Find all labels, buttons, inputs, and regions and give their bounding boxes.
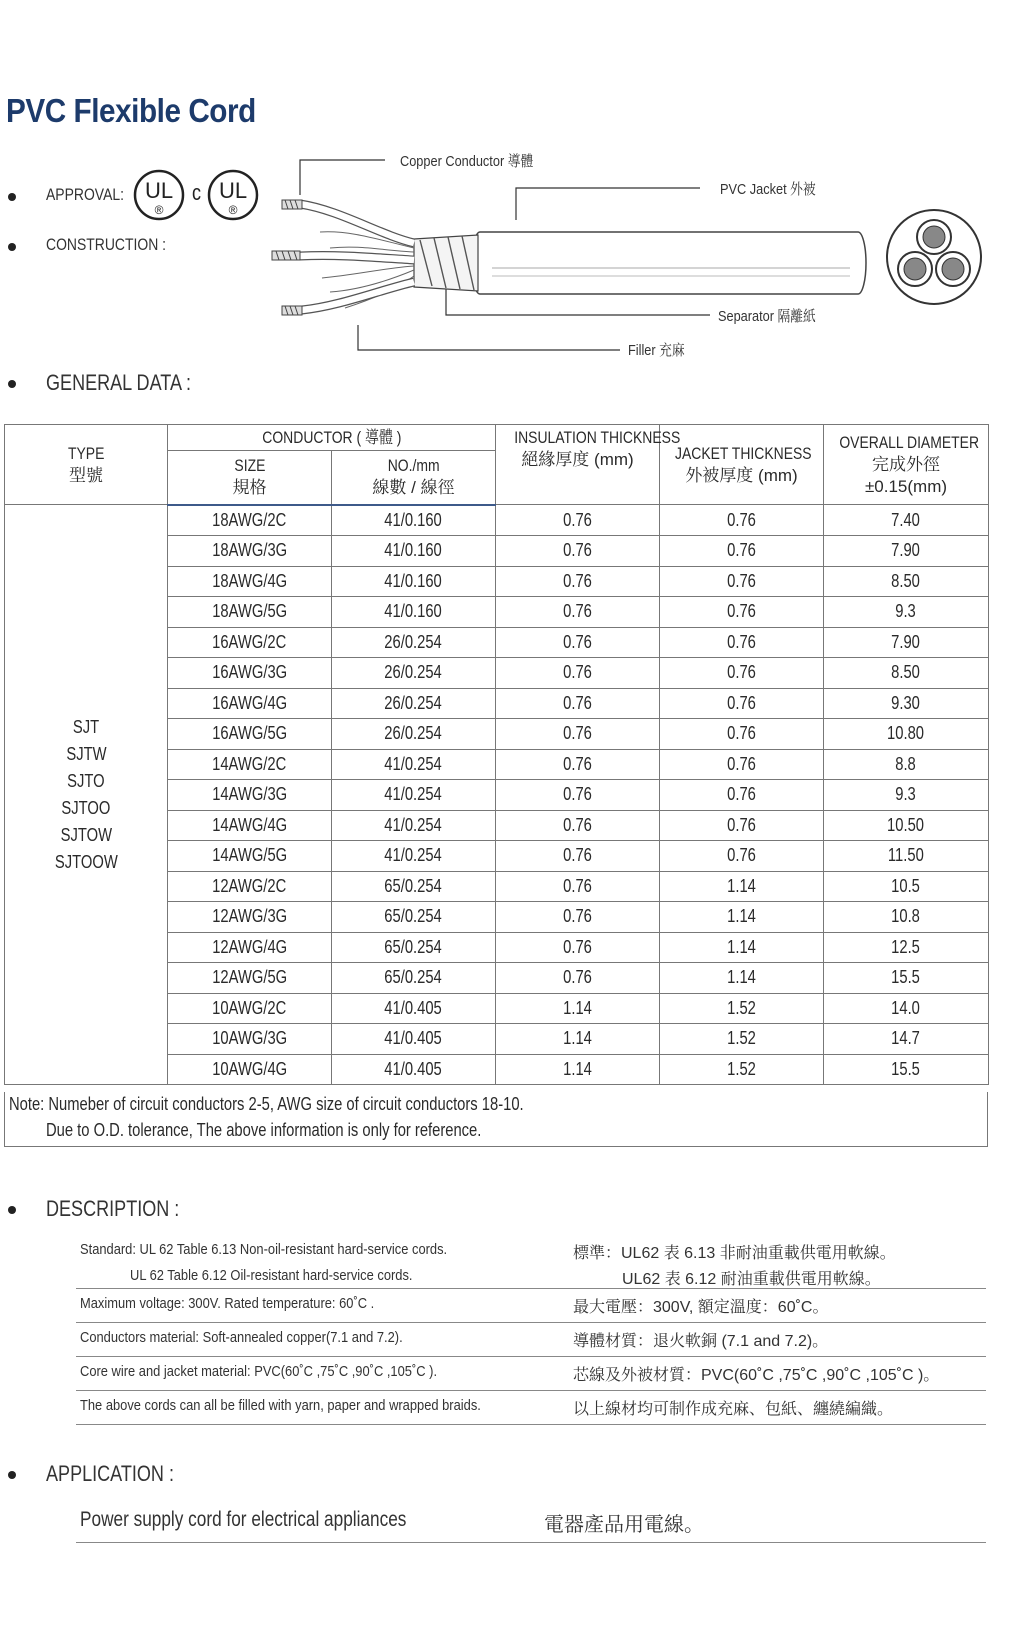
cell-no-mm-value: 41/0.160 bbox=[384, 570, 443, 591]
cell-no-mm bbox=[332, 627, 496, 658]
cell-insulation bbox=[496, 1054, 660, 1085]
cell-jacket bbox=[660, 993, 824, 1024]
cell-size-value: 16AWG/2C bbox=[212, 631, 287, 652]
cell-insulation-value: 1.14 bbox=[563, 1058, 592, 1079]
cell-no-mm-value: 41/0.160 bbox=[384, 509, 443, 530]
header-conductor bbox=[168, 425, 496, 451]
cell-overall bbox=[824, 505, 989, 536]
cell-no-mm-value: 65/0.254 bbox=[384, 967, 443, 988]
cell-no-mm-value: 41/0.405 bbox=[384, 1028, 443, 1049]
cell-insulation bbox=[496, 780, 660, 811]
cell-jacket bbox=[660, 841, 824, 872]
cell-no-mm-value: 41/0.160 bbox=[384, 540, 443, 561]
cell-size-value: 14AWG/2C bbox=[212, 753, 287, 774]
cell-insulation-value: 0.76 bbox=[563, 692, 592, 713]
cell-overall bbox=[824, 719, 989, 750]
cell-jacket bbox=[660, 871, 824, 902]
callout-copper-conductor: Copper Conductor 導體 bbox=[400, 153, 534, 170]
cell-insulation bbox=[496, 1024, 660, 1055]
cell-size-value: 10AWG/4G bbox=[212, 1058, 287, 1079]
cell-size bbox=[168, 688, 332, 719]
description-en: Standard: UL 62 Table 6.13 Non-oil-resistant hard-service cords. bbox=[80, 1241, 448, 1258]
cell-jacket-value: 1.52 bbox=[727, 1058, 756, 1079]
cell-insulation bbox=[496, 719, 660, 750]
type-name: SJTOO bbox=[61, 797, 111, 818]
cell-size bbox=[168, 749, 332, 780]
approval-label: APPROVAL: bbox=[46, 185, 125, 204]
note-line-1: Note: Numeber of circuit conductors 2-5, AWG size of circuit conductors 18-10. bbox=[9, 1094, 524, 1114]
cell-size-value: 10AWG/3G bbox=[212, 1028, 287, 1049]
cell-overall-value: 9.3 bbox=[895, 784, 917, 805]
cul-prefix: c bbox=[192, 180, 202, 205]
callout-pvc-jacket: PVC Jacket 外被 bbox=[720, 181, 816, 198]
cell-size-value: 12AWG/3G bbox=[212, 906, 287, 927]
cell-insulation bbox=[496, 810, 660, 841]
cell-overall bbox=[824, 658, 989, 689]
cell-size bbox=[168, 993, 332, 1024]
cell-size bbox=[168, 780, 332, 811]
cell-jacket-value: 1.52 bbox=[727, 1028, 756, 1049]
cell-no-mm bbox=[332, 1024, 496, 1055]
cell-jacket-value: 1.52 bbox=[727, 997, 756, 1018]
header-jacket-en: JACKET THICKNESS bbox=[674, 443, 812, 463]
construction-label: CONSTRUCTION : bbox=[46, 235, 167, 254]
table-row bbox=[5, 505, 989, 536]
cell-insulation-value: 0.76 bbox=[563, 509, 592, 530]
description-row bbox=[76, 1391, 986, 1425]
cell-insulation bbox=[496, 749, 660, 780]
cell-size bbox=[168, 963, 332, 994]
cell-overall bbox=[824, 993, 989, 1024]
cell-overall-value: 8.8 bbox=[895, 753, 917, 774]
cell-insulation bbox=[496, 536, 660, 567]
description-zh-2: UL62 表 6.12 耐油重載供電用軟線。 bbox=[622, 1271, 881, 1288]
cell-insulation-value: 0.76 bbox=[563, 601, 592, 622]
header-overall-en: OVERALL DIAMETER bbox=[839, 432, 980, 452]
cell-overall bbox=[824, 841, 989, 872]
cell-size-value: 12AWG/4G bbox=[212, 936, 287, 957]
description-en: Core wire and jacket material: PVC(60˚C ,75˚C ,90˚C ,105˚C ). bbox=[80, 1363, 438, 1380]
cell-size bbox=[168, 871, 332, 902]
cell-size bbox=[168, 1054, 332, 1085]
cell-overall bbox=[824, 871, 989, 902]
description-zh: 芯線及外被材質：PVC(60˚C ,75˚C ,90˚C ,105˚C )。 bbox=[573, 1367, 940, 1384]
cell-insulation bbox=[496, 597, 660, 628]
cell-overall-value: 11.50 bbox=[888, 845, 924, 866]
cell-overall bbox=[824, 597, 989, 628]
header-insulation-zh: 絕緣厚度 (mm) bbox=[521, 450, 634, 469]
header-insulation-en: INSULATION THICKNESS bbox=[514, 428, 681, 447]
cell-no-mm-value: 41/0.405 bbox=[384, 1058, 443, 1079]
cell-jacket-value: 0.76 bbox=[727, 723, 756, 744]
cell-size bbox=[168, 932, 332, 963]
cell-jacket bbox=[660, 627, 824, 658]
cell-insulation-value: 0.76 bbox=[563, 906, 592, 927]
header-size-zh: 規格 bbox=[232, 478, 267, 498]
header-overall bbox=[824, 425, 989, 505]
cell-no-mm-value: 65/0.254 bbox=[384, 906, 443, 927]
cell-no-mm-value: 41/0.254 bbox=[384, 814, 443, 835]
cell-overall-value: 9.3 bbox=[895, 601, 917, 622]
description-en: Conductors material: Soft-annealed copper(7.1 and 7.2). bbox=[80, 1329, 403, 1346]
cell-insulation bbox=[496, 627, 660, 658]
table-note bbox=[4, 1092, 988, 1147]
cell-jacket-value: 1.14 bbox=[727, 936, 756, 957]
callout-separator: Separator 隔離紙 bbox=[718, 308, 816, 325]
cell-overall bbox=[824, 536, 989, 567]
description-en-2: UL 62 Table 6.12 Oil-resistant hard-service cords. bbox=[130, 1267, 413, 1284]
cell-jacket-value: 0.76 bbox=[727, 570, 756, 591]
cell-jacket-value: 1.14 bbox=[727, 967, 756, 988]
cell-overall-value: 14.7 bbox=[891, 1028, 921, 1049]
cell-insulation-value: 0.76 bbox=[563, 662, 592, 683]
type-name: SJT bbox=[72, 716, 100, 737]
cell-size-value: 14AWG/4G bbox=[212, 814, 287, 835]
cell-overall-value: 10.80 bbox=[887, 723, 925, 744]
cell-overall bbox=[824, 963, 989, 994]
cell-jacket-value: 0.76 bbox=[727, 814, 756, 835]
type-cell bbox=[5, 505, 168, 1085]
cell-insulation bbox=[496, 993, 660, 1024]
cell-size-value: 16AWG/4G bbox=[212, 692, 287, 713]
cell-overall bbox=[824, 780, 989, 811]
header-size-en: SIZE bbox=[233, 456, 265, 476]
cell-overall bbox=[824, 932, 989, 963]
cell-size bbox=[168, 505, 332, 536]
cell-no-mm bbox=[332, 902, 496, 933]
cell-jacket-value: 0.76 bbox=[727, 601, 756, 622]
cell-overall bbox=[824, 1054, 989, 1085]
cell-insulation bbox=[496, 871, 660, 902]
cell-insulation bbox=[496, 963, 660, 994]
cell-jacket bbox=[660, 566, 824, 597]
header-size bbox=[168, 451, 332, 505]
note-line-2: Due to O.D. tolerance, The above information is only for reference. bbox=[46, 1120, 482, 1140]
cell-insulation-value: 0.76 bbox=[563, 753, 592, 774]
ul-mark-registered: ® bbox=[154, 203, 164, 217]
cell-no-mm-value: 41/0.254 bbox=[384, 753, 443, 774]
cell-overall bbox=[824, 810, 989, 841]
cell-no-mm-value: 41/0.254 bbox=[384, 784, 443, 805]
cell-size-value: 18AWG/3G bbox=[212, 540, 287, 561]
general-data-label: GENERAL DATA : bbox=[46, 370, 192, 395]
header-conductor-text: CONDUCTOR ( 導體 ) bbox=[261, 427, 402, 447]
description-zh: 以上線材均可制作成充麻、包紙、纏繞編織。 bbox=[573, 1401, 894, 1418]
header-type-zh: 型號 bbox=[69, 465, 103, 485]
cell-overall-value: 8.50 bbox=[891, 662, 921, 683]
cell-no-mm bbox=[332, 566, 496, 597]
cell-overall-value: 10.8 bbox=[891, 906, 921, 927]
cell-size bbox=[168, 1024, 332, 1055]
cell-overall-value: 15.5 bbox=[891, 1058, 921, 1079]
bullet-general-data bbox=[8, 380, 16, 388]
header-no-mm-en: NO./mm bbox=[387, 456, 440, 476]
cell-insulation-value: 0.76 bbox=[563, 631, 592, 652]
application-zh: 電器產品用電線。 bbox=[544, 1514, 704, 1536]
type-name: SJTOOW bbox=[54, 851, 118, 872]
application-en: Power supply cord for electrical appliances bbox=[80, 1508, 407, 1531]
description-zh: 最大電壓：300V, 額定溫度：60˚C。 bbox=[573, 1299, 829, 1316]
cell-size bbox=[168, 566, 332, 597]
cell-jacket-value: 0.76 bbox=[727, 692, 756, 713]
cell-overall-value: 15.5 bbox=[891, 967, 921, 988]
cell-jacket-value: 1.14 bbox=[727, 906, 756, 927]
description-zh: 標準：UL62 表 6.13 非耐油重載供電用軟線。 bbox=[573, 1245, 896, 1262]
description-en: Maximum voltage: 300V. Rated temperature: 60˚C . bbox=[80, 1295, 375, 1312]
header-type bbox=[5, 425, 168, 505]
cell-no-mm bbox=[332, 932, 496, 963]
cul-mark-letters: UL bbox=[218, 178, 248, 203]
cell-size bbox=[168, 627, 332, 658]
cul-mark-registered: ® bbox=[228, 203, 238, 217]
cell-no-mm-value: 26/0.254 bbox=[384, 692, 443, 713]
cell-insulation bbox=[496, 566, 660, 597]
cell-overall bbox=[824, 688, 989, 719]
cell-jacket bbox=[660, 963, 824, 994]
cell-jacket-value: 0.76 bbox=[727, 845, 756, 866]
page-title: PVC Flexible Cord bbox=[6, 92, 256, 129]
cell-size-value: 18AWG/4G bbox=[212, 570, 287, 591]
cell-overall bbox=[824, 566, 989, 597]
cell-size bbox=[168, 536, 332, 567]
cell-insulation bbox=[496, 658, 660, 689]
application-row bbox=[76, 1506, 986, 1543]
header-overall-tol: ±0.15(mm) bbox=[864, 476, 948, 496]
cell-overall-value: 7.40 bbox=[891, 509, 921, 530]
cell-no-mm-value: 41/0.405 bbox=[384, 997, 443, 1018]
cell-jacket-value: 0.76 bbox=[727, 631, 756, 652]
cell-jacket bbox=[660, 932, 824, 963]
cell-jacket-value: 0.76 bbox=[727, 753, 756, 774]
cell-no-mm bbox=[332, 871, 496, 902]
cell-size-value: 16AWG/5G bbox=[212, 723, 287, 744]
cell-size bbox=[168, 810, 332, 841]
cell-insulation-value: 0.76 bbox=[563, 936, 592, 957]
cell-insulation-value: 1.14 bbox=[563, 1028, 592, 1049]
cell-insulation-value: 0.76 bbox=[563, 967, 592, 988]
cell-jacket bbox=[660, 658, 824, 689]
cell-overall-value: 12.5 bbox=[891, 936, 921, 957]
cell-overall bbox=[824, 749, 989, 780]
cell-jacket bbox=[660, 1054, 824, 1085]
cell-size bbox=[168, 841, 332, 872]
cell-overall bbox=[824, 1024, 989, 1055]
cell-jacket bbox=[660, 688, 824, 719]
cell-no-mm-value: 26/0.254 bbox=[384, 662, 443, 683]
cell-no-mm-value: 65/0.254 bbox=[384, 875, 443, 896]
cell-no-mm bbox=[332, 993, 496, 1024]
cell-size-value: 12AWG/5G bbox=[212, 967, 287, 988]
cell-no-mm-value: 26/0.254 bbox=[384, 631, 443, 652]
cell-no-mm bbox=[332, 963, 496, 994]
cell-overall-value: 10.5 bbox=[891, 875, 921, 896]
cell-size bbox=[168, 719, 332, 750]
cell-insulation-value: 0.76 bbox=[563, 814, 592, 835]
cell-jacket bbox=[660, 749, 824, 780]
cell-insulation-value: 1.14 bbox=[563, 997, 592, 1018]
callout-filler: Filler 充麻 bbox=[628, 342, 685, 359]
header-no-mm-zh: 線數 / 線徑 bbox=[372, 478, 455, 498]
cell-insulation-value: 0.76 bbox=[563, 570, 592, 591]
cell-overall bbox=[824, 627, 989, 658]
cell-insulation-value: 0.76 bbox=[563, 845, 592, 866]
cell-size-value: 14AWG/5G bbox=[212, 845, 287, 866]
cell-size-value: 18AWG/2C bbox=[212, 509, 287, 530]
header-no-mm bbox=[332, 451, 496, 505]
cell-overall-value: 7.90 bbox=[891, 631, 921, 652]
cell-no-mm bbox=[332, 719, 496, 750]
cell-insulation bbox=[496, 841, 660, 872]
cell-no-mm bbox=[332, 536, 496, 567]
cell-overall bbox=[824, 902, 989, 933]
bullet-description bbox=[8, 1206, 16, 1214]
header-overall-zh: 完成外徑 bbox=[872, 454, 940, 474]
header-jacket bbox=[660, 425, 824, 505]
cell-insulation-value: 0.76 bbox=[563, 540, 592, 561]
cell-size-value: 10AWG/2C bbox=[212, 997, 287, 1018]
cell-size-value: 18AWG/5G bbox=[212, 601, 287, 622]
header-jacket-zh: 外被厚度 (mm) bbox=[685, 465, 798, 485]
cell-overall-value: 10.50 bbox=[887, 814, 925, 835]
cell-no-mm bbox=[332, 597, 496, 628]
cell-no-mm bbox=[332, 688, 496, 719]
cell-jacket-value: 1.14 bbox=[727, 875, 756, 896]
type-name: SJTO bbox=[67, 770, 105, 791]
cell-no-mm-value: 41/0.254 bbox=[384, 845, 443, 866]
description-row bbox=[76, 1238, 986, 1289]
cell-overall-value: 9.30 bbox=[891, 692, 921, 713]
cell-size bbox=[168, 597, 332, 628]
cell-no-mm bbox=[332, 749, 496, 780]
cell-jacket bbox=[660, 505, 824, 536]
cell-jacket bbox=[660, 1024, 824, 1055]
cell-size-value: 16AWG/3G bbox=[212, 662, 287, 683]
cell-size-value: 12AWG/2C bbox=[212, 875, 287, 896]
header-type-en: TYPE bbox=[67, 443, 105, 463]
ul-mark-letters: UL bbox=[144, 178, 174, 203]
cell-size-value: 14AWG/3G bbox=[212, 784, 287, 805]
cell-overall-value: 14.0 bbox=[891, 997, 921, 1018]
cell-jacket-value: 0.76 bbox=[727, 662, 756, 683]
cell-no-mm-value: 65/0.254 bbox=[384, 936, 443, 957]
cell-jacket bbox=[660, 780, 824, 811]
cell-jacket-value: 0.76 bbox=[727, 540, 756, 561]
type-name: SJTW bbox=[65, 743, 107, 764]
bullet-application bbox=[8, 1471, 16, 1479]
description-en: The above cords can all be filled with yarn, paper and wrapped braids. bbox=[80, 1397, 481, 1414]
spec-table bbox=[4, 424, 989, 1085]
cell-insulation bbox=[496, 932, 660, 963]
application-label: APPLICATION : bbox=[46, 1461, 174, 1486]
cell-overall-value: 8.50 bbox=[891, 570, 921, 591]
cell-jacket bbox=[660, 597, 824, 628]
cell-no-mm-value: 26/0.254 bbox=[384, 723, 443, 744]
type-name: SJTOW bbox=[60, 824, 112, 845]
description-row bbox=[76, 1289, 986, 1323]
cell-jacket bbox=[660, 902, 824, 933]
header-insulation bbox=[496, 425, 681, 505]
cell-no-mm bbox=[332, 810, 496, 841]
cell-no-mm bbox=[332, 841, 496, 872]
cell-overall-value: 7.90 bbox=[891, 540, 921, 561]
cell-insulation-value: 0.76 bbox=[563, 784, 592, 805]
cell-insulation bbox=[496, 688, 660, 719]
cell-insulation bbox=[496, 902, 660, 933]
description-zh: 導體材質：退火軟銅 (7.1 and 7.2)。 bbox=[573, 1333, 829, 1350]
cell-jacket bbox=[660, 719, 824, 750]
cell-no-mm bbox=[332, 658, 496, 689]
cell-size bbox=[168, 658, 332, 689]
cell-no-mm-value: 41/0.160 bbox=[384, 601, 443, 622]
description-row bbox=[76, 1323, 986, 1357]
cell-insulation-value: 0.76 bbox=[563, 723, 592, 744]
cell-insulation bbox=[496, 505, 660, 536]
cable-construction-diagram bbox=[0, 140, 1000, 370]
cell-no-mm bbox=[332, 1054, 496, 1085]
cell-no-mm bbox=[332, 505, 496, 536]
cell-jacket bbox=[660, 536, 824, 567]
description-row bbox=[76, 1357, 986, 1391]
cell-jacket-value: 0.76 bbox=[727, 509, 756, 530]
cell-size bbox=[168, 902, 332, 933]
description-label: DESCRIPTION : bbox=[46, 1196, 180, 1221]
cell-jacket bbox=[660, 810, 824, 841]
cell-no-mm bbox=[332, 780, 496, 811]
cell-insulation-value: 0.76 bbox=[563, 875, 592, 896]
cell-jacket-value: 0.76 bbox=[727, 784, 756, 805]
